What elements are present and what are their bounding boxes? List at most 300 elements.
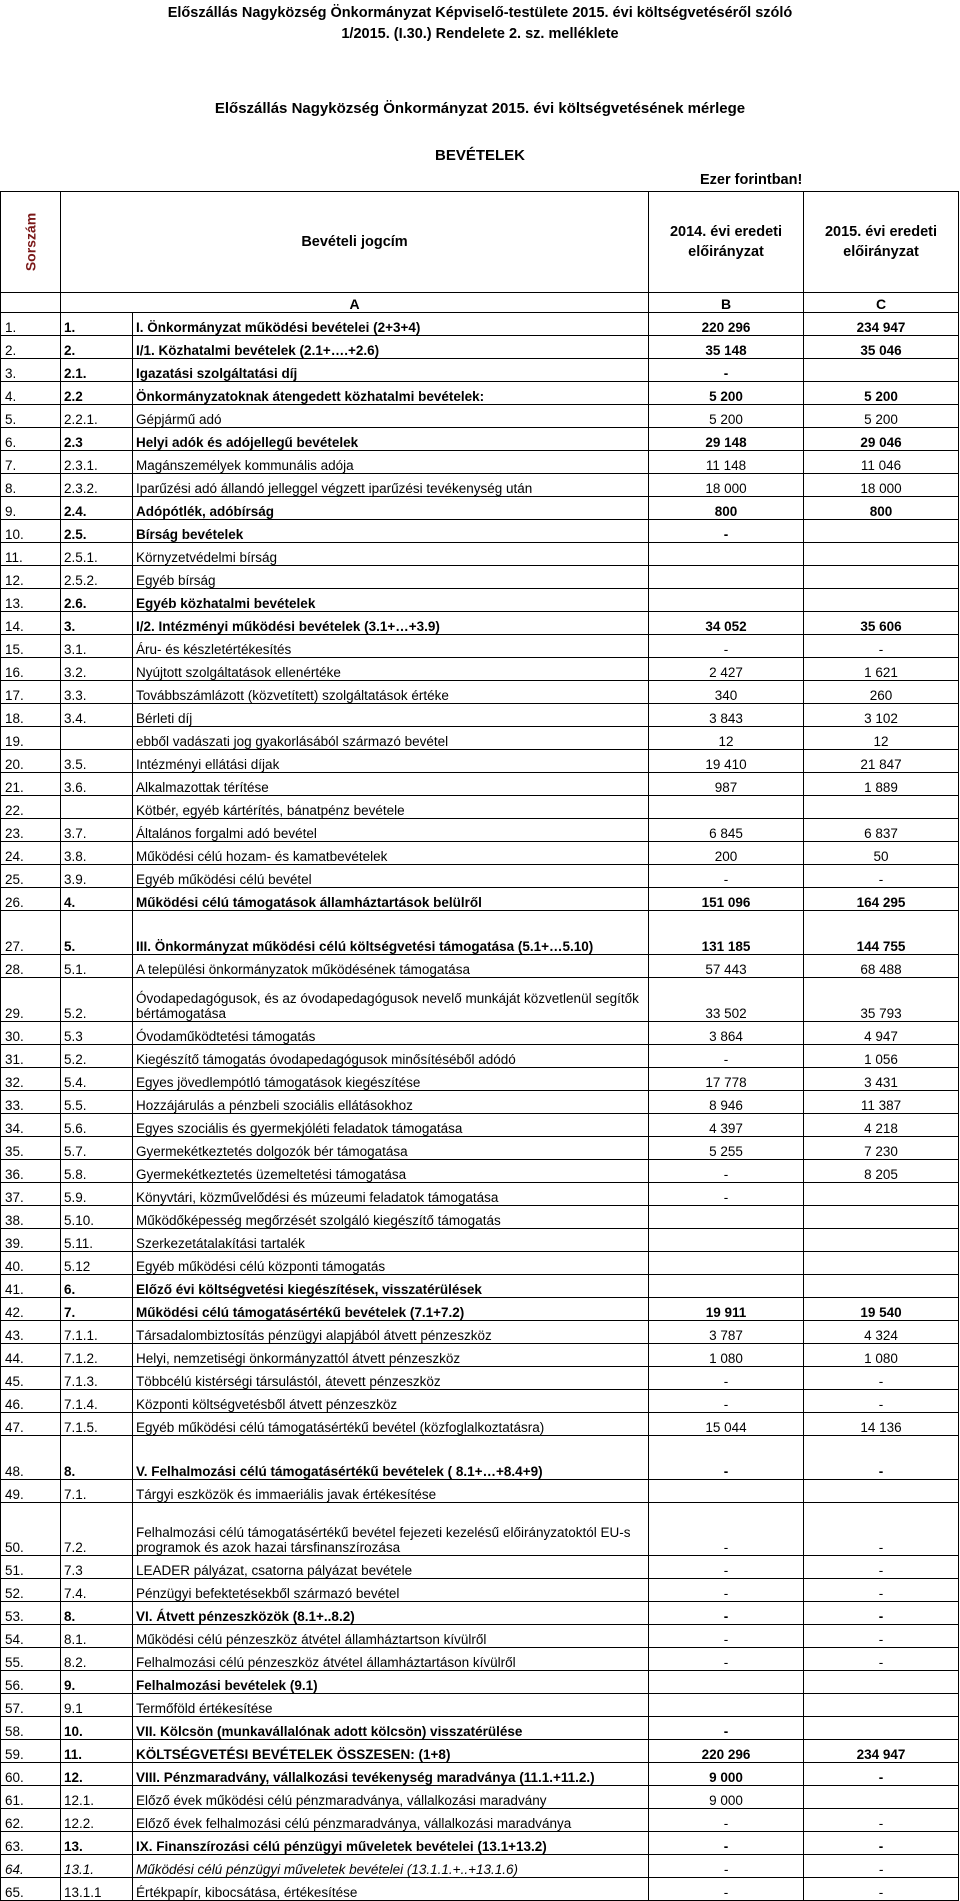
table-row [1,474,959,497]
row-label-cell: I/2. Intézményi működési bevételek (3.1+…+3.9) [133,612,649,635]
row-2014-value-cell: - [649,1625,804,1648]
table-row [1,612,959,635]
table-row [1,978,959,1022]
row-label-cell: VII. Kölcsön (munkavállalónak adott kölcsön) visszatérülése [133,1717,649,1740]
row-2015-value-cell: 800 [804,497,959,520]
row-2014-value-cell: 12 [649,727,804,750]
row-label-cell: Működési célú pénzügyi műveletek bevételei (13.1.1.+..+13.1.6) [133,1855,649,1878]
row-label-cell: KÖLTSÉGVETÉSI BEVÉTELEK ÖSSZESEN: (1+8) [133,1740,649,1763]
row-2015-value-cell: - [804,1855,959,1878]
row-2014-value-cell: 9 000 [649,1786,804,1809]
row-code-cell: 7.1.2. [61,1344,133,1367]
table-row [1,1671,959,1694]
row-label-cell: Egyéb működési célú támogatásértékű bevétel (közfoglalkoztatásra) [133,1413,649,1436]
row-label-cell: Helyi adók és adójellegű bevételek [133,428,649,451]
row-number-cell: 9. [1,497,61,520]
row-number-cell: 39. [1,1229,61,1252]
row-label-cell: Pénzügyi befektetésekből származó bevétel [133,1579,649,1602]
row-2014-value-cell: 5 255 [649,1137,804,1160]
row-2015-value-cell: 19 540 [804,1298,959,1321]
row-2015-value-cell [804,1786,959,1809]
row-2014-value-cell: - [649,1556,804,1579]
table-row [1,1275,959,1298]
row-2014-value-cell: 220 296 [649,313,804,336]
document-title-line2: 1/2015. (I.30.) Rendelete 2. sz. melléklete [341,26,619,42]
row-number-cell: 51. [1,1556,61,1579]
row-code-cell: 2.3 [61,428,133,451]
row-2015-value-cell: 35 793 [804,978,959,1022]
table-row [1,589,959,612]
row-code-cell: 5.5. [61,1091,133,1114]
row-number-cell: 3. [1,359,61,382]
row-label-cell: Egyéb közhatalmi bevételek [133,589,649,612]
table-row [1,1480,959,1503]
row-2014-value-cell: 340 [649,681,804,704]
row-2014-value-cell [649,1694,804,1717]
row-2014-value-cell: 19 410 [649,750,804,773]
table-row [1,428,959,451]
row-code-cell: 3.6. [61,773,133,796]
col-header-2014: 2014. évi eredeti előirányzat [649,192,804,293]
table-row [1,750,959,773]
row-2014-value-cell: 29 148 [649,428,804,451]
row-label-cell: Egyes jövedlempótló támogatások kiegészítése [133,1068,649,1091]
table-row [1,1878,959,1901]
table-row [1,1763,959,1786]
row-label-cell: Óvodaműködtetési támogatás [133,1022,649,1045]
row-code-cell [61,727,133,750]
row-label-cell: Környzetvédelmi bírság [133,543,649,566]
row-number-cell: 40. [1,1252,61,1275]
row-2015-value-cell: 5 200 [804,382,959,405]
row-code-cell: 5.6. [61,1114,133,1137]
row-2015-value-cell: 164 295 [804,888,959,911]
row-number-cell: 57. [1,1694,61,1717]
table-row [1,1855,959,1878]
row-2015-value-cell: - [804,1503,959,1556]
row-label-cell: Működési célú hozam- és kamatbevételek [133,842,649,865]
row-2014-value-cell: - [649,1717,804,1740]
table-row [1,911,959,955]
row-2015-value-cell: - [804,1625,959,1648]
row-label-cell: Továbbszámlázott (közvetített) szolgáltatások értéke [133,681,649,704]
row-label-cell: Felhalmozási célú támogatásértékű bevétel fejezeti kezelésű előirányzatoktól EU-s programok és azok hazai társfinanszírozása [133,1503,649,1556]
row-number-cell: 23. [1,819,61,842]
table-row [1,1413,959,1436]
row-number-cell: 33. [1,1091,61,1114]
row-code-cell: 11. [61,1740,133,1763]
table-row [1,865,959,888]
row-2014-value-cell: 57 443 [649,955,804,978]
row-2015-value-cell: 29 046 [804,428,959,451]
row-number-cell: 44. [1,1344,61,1367]
row-code-cell: 7.2. [61,1503,133,1556]
row-code-cell: 8. [61,1602,133,1625]
row-2014-value-cell [649,1206,804,1229]
row-code-cell: 3.7. [61,819,133,842]
row-code-cell: 12. [61,1763,133,1786]
row-label-cell: III. Önkormányzat működési célú költségvetési támogatása (5.1+…5.10) [133,911,649,955]
row-2015-value-cell: - [804,865,959,888]
row-label-cell: Előző évek működési célú pénzmaradványa, vállalkozási maradvány [133,1786,649,1809]
row-number-cell: 60. [1,1763,61,1786]
table-row [1,773,959,796]
row-2014-value-cell: - [649,635,804,658]
row-2015-value-cell [804,1183,959,1206]
row-code-cell: 9.1 [61,1694,133,1717]
row-2014-value-cell [649,1275,804,1298]
table-row [1,1602,959,1625]
row-2015-value-cell: 260 [804,681,959,704]
row-2014-value-cell [649,543,804,566]
row-number-cell: 11. [1,543,61,566]
row-number-cell: 63. [1,1832,61,1855]
table-row [1,1625,959,1648]
col-header-2015: 2015. évi eredeti előirányzat [804,192,959,293]
row-2015-value-cell: 4 218 [804,1114,959,1137]
row-2015-value-cell [804,566,959,589]
row-code-cell: 3.5. [61,750,133,773]
table-row [1,1832,959,1855]
table-row [1,1114,959,1137]
row-2015-value-cell [804,359,959,382]
row-number-cell: 54. [1,1625,61,1648]
row-label-cell: I/1. Közhatalmi bevételek (2.1+….+2.6) [133,336,649,359]
row-code-cell: 2. [61,336,133,359]
row-2014-value-cell: - [649,1855,804,1878]
row-label-cell: V. Felhalmozási célú támogatásértékű bevételek ( 8.1+…+8.4+9) [133,1436,649,1480]
row-2015-value-cell: 1 889 [804,773,959,796]
row-label-cell: Kiegészítő támogatás óvodapedagógusok minősítéséből adódó [133,1045,649,1068]
row-number-cell: 65. [1,1878,61,1901]
row-label-cell: Társadalombiztosítás pénzügyi alapjából átvett pénzeszköz [133,1321,649,1344]
row-2014-value-cell: 200 [649,842,804,865]
row-label-cell: IX. Finanszírozási célú pénzügyi műveletek bevételei (13.1+13.2) [133,1832,649,1855]
row-2015-value-cell: - [804,1809,959,1832]
row-2014-value-cell: 17 778 [649,1068,804,1091]
row-label-cell: Működési célú támogatások államháztartások belülről [133,888,649,911]
row-2015-value-cell [804,1252,959,1275]
row-number-cell: 64. [1,1855,61,1878]
row-2015-value-cell: - [804,1602,959,1625]
table-row [1,1367,959,1390]
row-2015-value-cell [804,1480,959,1503]
row-2015-value-cell: 68 488 [804,955,959,978]
row-label-cell: VI. Átvett pénzeszközök (8.1+..8.2) [133,1602,649,1625]
row-number-cell: 26. [1,888,61,911]
row-2015-value-cell [804,520,959,543]
row-label-cell: Felhalmozási célú pénzeszköz átvétel államháztartáson kívülről [133,1648,649,1671]
row-2014-value-cell: - [649,1832,804,1855]
row-number-cell: 13. [1,589,61,612]
row-code-cell: 5.1. [61,955,133,978]
row-code-cell: 6. [61,1275,133,1298]
row-code-cell: 13.1.1 [61,1878,133,1901]
unit-label: Ezer forintban! [700,172,803,188]
row-number-cell: 25. [1,865,61,888]
row-2014-value-cell: - [649,1045,804,1068]
row-label-cell: Tárgyi eszközök és immaeriális javak értékesítése [133,1480,649,1503]
row-number-cell: 38. [1,1206,61,1229]
row-2015-value-cell: 50 [804,842,959,865]
row-2015-value-cell: 234 947 [804,313,959,336]
row-number-cell: 49. [1,1480,61,1503]
table-row [1,520,959,543]
row-number-cell: 24. [1,842,61,865]
row-label-cell: Egyéb működési célú központi támogatás [133,1252,649,1275]
row-2014-value-cell: 33 502 [649,978,804,1022]
row-2015-value-cell: 11 387 [804,1091,959,1114]
letter-cell-empty [1,293,61,313]
row-number-cell: 31. [1,1045,61,1068]
row-2014-value-cell: - [649,1160,804,1183]
row-2015-value-cell [804,1694,959,1717]
row-2014-value-cell: 11 148 [649,451,804,474]
row-2014-value-cell: - [649,359,804,382]
row-2014-value-cell: - [649,1579,804,1602]
row-number-cell: 29. [1,978,61,1022]
table-row [1,336,959,359]
table-row [1,681,959,704]
table-row [1,842,959,865]
document-title-line1: Előszállás Nagyközség Önkormányzat Képviselő-testülete 2015. évi költségvetéséről szóló [167,5,793,21]
row-code-cell: 2.6. [61,589,133,612]
table-row [1,1579,959,1602]
table-row [1,796,959,819]
row-2015-value-cell: 6 837 [804,819,959,842]
row-code-cell: 7.1.5. [61,1413,133,1436]
row-code-cell: 3. [61,612,133,635]
row-code-cell: 5.4. [61,1068,133,1091]
sheet-title: Előszállás Nagyközség Önkormányzat 2015. évi költségvetésének mérlege [214,100,746,117]
row-2014-value-cell: - [649,520,804,543]
row-code-cell: 10. [61,1717,133,1740]
row-label-cell: Működési célú támogatásértékű bevételek (7.1+7.2) [133,1298,649,1321]
table-row [1,1740,959,1763]
table-row [1,1390,959,1413]
row-label-cell: ebből vadászati jog gyakorlásából származó bevétel [133,727,649,750]
row-2015-value-cell: 4 947 [804,1022,959,1045]
row-number-cell: 17. [1,681,61,704]
row-number-cell: 34. [1,1114,61,1137]
row-2015-value-cell: 1 056 [804,1045,959,1068]
row-2014-value-cell: 34 052 [649,612,804,635]
table-row [1,727,959,750]
row-2014-value-cell: 3 864 [649,1022,804,1045]
row-code-cell: 8.2. [61,1648,133,1671]
row-2015-value-cell: 35 606 [804,612,959,635]
table-row [1,1206,959,1229]
row-label-cell: Önkormányzatoknak átengedett közhatalmi bevételek: [133,382,649,405]
row-label-cell: Kötbér, egyéb kártérítés, bánatpénz bevétele [133,796,649,819]
table-row [1,1068,959,1091]
row-label-cell: Előző évi költségvetési kiegészítések, visszatérülések [133,1275,649,1298]
row-2015-value-cell [804,1671,959,1694]
table-row [1,1160,959,1183]
row-number-cell: 35. [1,1137,61,1160]
row-2015-value-cell: - [804,1832,959,1855]
letter-cell-a: A [61,293,649,313]
row-2015-value-cell: 12 [804,727,959,750]
row-label-cell: Alkalmazottak térítése [133,773,649,796]
row-2014-value-cell: 800 [649,497,804,520]
row-number-cell: 19. [1,727,61,750]
row-number-cell: 2. [1,336,61,359]
row-2015-value-cell [804,543,959,566]
table-row [1,635,959,658]
row-2015-value-cell: - [804,1579,959,1602]
row-label-cell: Áru- és készletértékesítés [133,635,649,658]
table-row [1,1022,959,1045]
table-row [1,1298,959,1321]
row-number-cell: 1. [1,313,61,336]
row-2015-value-cell: 4 324 [804,1321,959,1344]
row-label-cell: Egyéb bírság [133,566,649,589]
table-header-row [1,192,959,293]
row-number-cell: 42. [1,1298,61,1321]
row-2015-value-cell: - [804,1878,959,1901]
row-2014-value-cell: 5 200 [649,405,804,428]
balance-table [0,191,959,1901]
row-code-cell: 3.2. [61,658,133,681]
row-2014-value-cell: - [649,1503,804,1556]
row-label-cell: Egyéb működési célú bevétel [133,865,649,888]
row-label-cell: Nyújtott szolgáltatások ellenértéke [133,658,649,681]
row-2014-value-cell: - [649,1602,804,1625]
section-title: BEVÉTELEK [434,147,525,164]
row-code-cell: 3.3. [61,681,133,704]
row-number-cell: 62. [1,1809,61,1832]
row-code-cell: 5. [61,911,133,955]
row-code-cell: 5.2. [61,1045,133,1068]
row-code-cell: 1. [61,313,133,336]
row-number-cell: 12. [1,566,61,589]
row-number-cell: 16. [1,658,61,681]
row-code-cell: 7.4. [61,1579,133,1602]
row-number-cell: 6. [1,428,61,451]
row-label-cell: Felhalmozási bevételek (9.1) [133,1671,649,1694]
table-row [1,451,959,474]
table-row [1,1436,959,1480]
row-label-cell: Előző évek felhalmozási célú pénzmaradványa, vállalkozási maradványa [133,1809,649,1832]
row-number-cell: 21. [1,773,61,796]
row-label-cell: I. Önkormányzat működési bevételei (2+3+4) [133,313,649,336]
row-number-cell: 47. [1,1413,61,1436]
row-code-cell: 7.3 [61,1556,133,1579]
row-label-cell: Többcélú kistérségi társulástól, átevett pénzeszköz [133,1367,649,1390]
row-2015-value-cell: 18 000 [804,474,959,497]
row-2014-value-cell: 18 000 [649,474,804,497]
row-number-cell: 10. [1,520,61,543]
row-code-cell: 2.2 [61,382,133,405]
row-code-cell: 7.1. [61,1480,133,1503]
table-row [1,704,959,727]
table-row [1,382,959,405]
row-code-cell: 2.5.1. [61,543,133,566]
table-row [1,1503,959,1556]
row-label-cell: Intézményi ellátási díjak [133,750,649,773]
row-number-cell: 59. [1,1740,61,1763]
row-number-cell: 4. [1,382,61,405]
row-number-cell: 46. [1,1390,61,1413]
row-2015-value-cell: 14 136 [804,1413,959,1436]
letter-cell-b: B [649,293,804,313]
row-code-cell: 5.8. [61,1160,133,1183]
row-label-cell: Adópótlék, adóbírság [133,497,649,520]
table-row [1,658,959,681]
row-label-cell: Központi költségvetésből átvett pénzeszköz [133,1390,649,1413]
row-number-cell: 27. [1,911,61,955]
row-code-cell: 3.9. [61,865,133,888]
row-number-cell: 7. [1,451,61,474]
row-number-cell: 5. [1,405,61,428]
row-2014-value-cell [649,566,804,589]
col-header-sorszam: Sorszám [1,192,61,293]
row-code-cell: 7.1.3. [61,1367,133,1390]
table-row [1,1091,959,1114]
row-label-cell: Értékpapír, kibocsátása, értékesítése [133,1878,649,1901]
row-2015-value-cell: 1 621 [804,658,959,681]
table-row [1,1648,959,1671]
row-2014-value-cell [649,796,804,819]
row-code-cell: 5.7. [61,1137,133,1160]
row-number-cell: 20. [1,750,61,773]
row-code-cell: 12.1. [61,1786,133,1809]
row-number-cell: 18. [1,704,61,727]
table-row [1,1556,959,1579]
row-2015-value-cell: - [804,1763,959,1786]
row-2014-value-cell: - [649,1367,804,1390]
row-2014-value-cell: 987 [649,773,804,796]
row-label-cell: Működési célú pénzeszköz átvétel államháztartson kívülről [133,1625,649,1648]
document-title [0,3,960,45]
table-row [1,819,959,842]
table-row [1,1045,959,1068]
row-code-cell: 2.2.1. [61,405,133,428]
row-code-cell: 5.2. [61,978,133,1022]
row-number-cell: 37. [1,1183,61,1206]
row-2014-value-cell: 220 296 [649,1740,804,1763]
row-2014-value-cell: 6 845 [649,819,804,842]
row-number-cell: 32. [1,1068,61,1091]
table-row [1,1229,959,1252]
row-label-cell: Könyvtári, közművelődési és múzeumi feladatok támogatása [133,1183,649,1206]
row-number-cell: 22. [1,796,61,819]
row-label-cell: Gépjármű adó [133,405,649,428]
row-label-cell: Gyermekétkeztetés üzemeltetési támogatása [133,1160,649,1183]
row-2014-value-cell [649,1480,804,1503]
row-2014-value-cell: 1 080 [649,1344,804,1367]
table-row [1,405,959,428]
row-2015-value-cell: - [804,1556,959,1579]
row-label-cell: A települési önkormányzatok működésének támogatása [133,955,649,978]
row-number-cell: 50. [1,1503,61,1556]
row-number-cell: 52. [1,1579,61,1602]
row-2014-value-cell: - [649,1183,804,1206]
row-2014-value-cell: 5 200 [649,382,804,405]
row-2015-value-cell: 3 431 [804,1068,959,1091]
row-2014-value-cell: 15 044 [649,1413,804,1436]
row-2014-value-cell: 9 000 [649,1763,804,1786]
row-2015-value-cell: - [804,1390,959,1413]
table-row [1,1137,959,1160]
row-code-cell: 7.1.1. [61,1321,133,1344]
table-row [1,1183,959,1206]
table-row [1,1717,959,1740]
row-code-cell: 5.11. [61,1229,133,1252]
row-2014-value-cell: - [649,1436,804,1480]
row-2014-value-cell [649,1252,804,1275]
